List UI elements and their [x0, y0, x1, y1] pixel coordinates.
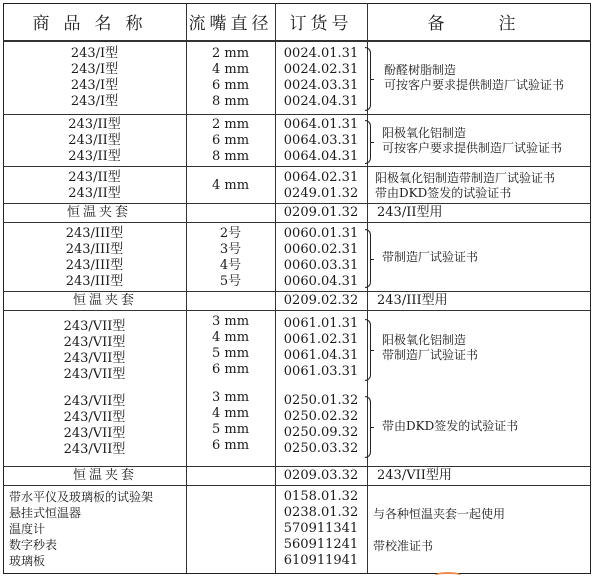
order-number: 0209.01.32: [283, 205, 359, 220]
brace-bracket: [365, 396, 371, 458]
product-name: 带水平仪及玻璃板的试验架: [9, 490, 154, 504]
product-name: 243/II型: [68, 117, 121, 132]
order-number: 0024.04.31: [283, 94, 359, 109]
product-name: 243/VII型: [63, 442, 126, 457]
remark-text: 带由DKD签发的试验证书: [382, 418, 519, 433]
group-2-remark: [382, 116, 589, 166]
order-number: 0061.03.31: [283, 364, 359, 379]
nozzle-diameter: 3 mm: [211, 314, 250, 329]
product-name: 243/I型: [70, 46, 119, 61]
group-7-orders: [275, 314, 367, 382]
brace-bracket: [365, 229, 371, 288]
order-number: 0064.04.31: [283, 149, 359, 164]
order-number: 0064.03.31: [283, 133, 359, 148]
product-name: 243/III型: [65, 225, 124, 241]
header-order-no: 订货号: [289, 14, 353, 34]
order-number: 0158.01.32: [283, 489, 359, 504]
product-name: 243/I型: [70, 62, 119, 77]
product-name: 恒温夹套: [67, 205, 132, 220]
remark-text: 243/II型用: [377, 205, 443, 220]
group-7-products: [3, 317, 186, 385]
product-name: 243/II型: [68, 149, 121, 164]
group-4-products: [67, 204, 186, 222]
product-name: 悬挂式恒温器: [9, 506, 82, 520]
product-name: 243/VII型: [63, 351, 126, 366]
remark-text: 阳极氧化铝制造: [382, 333, 467, 347]
row-divider: [3, 485, 591, 486]
nozzle-size: 4号: [219, 257, 242, 273]
group-9-products: [73, 467, 186, 485]
product-name: 243/VII型: [63, 335, 126, 350]
order-number: 0250.01.32: [283, 393, 359, 408]
product-name: 243/VII型: [63, 410, 126, 425]
product-name: 243/I型: [70, 94, 119, 109]
order-number: 0249.01.32: [283, 185, 359, 201]
product-name: 243/VII型: [63, 367, 126, 382]
row-divider: [3, 166, 591, 167]
nozzle-diameter: 5 mm: [211, 422, 250, 437]
row-divider: [3, 222, 591, 223]
order-number: 0209.02.32: [283, 293, 359, 308]
group-6-orders: [275, 292, 367, 310]
remark-text: 与各种恒温夹套一起使用: [373, 506, 506, 521]
row-divider: [3, 310, 591, 311]
order-number: 0250.09.32: [283, 425, 359, 440]
row-divider: [3, 40, 591, 42]
order-number: 570911341: [283, 521, 359, 536]
remark-text: 243/VII型用: [377, 468, 452, 483]
remark-text: 阳极氧化铝制造: [382, 126, 467, 140]
product-name: 243/VII型: [63, 426, 126, 441]
group-1-products: [3, 43, 186, 113]
product-name: 恒温夹套: [73, 468, 138, 483]
remark-text: 243/III型用: [377, 293, 448, 308]
product-name: 243/VII型: [63, 319, 126, 334]
group-4-remark: [377, 204, 589, 222]
nozzle-diameter: 6 mm: [211, 438, 250, 453]
group-9-remark: [377, 467, 589, 485]
product-name: 玻璃板: [9, 554, 46, 568]
group-5-diameters: [186, 224, 275, 291]
product-name: 温度计: [9, 522, 46, 536]
remark-text: 可按客户要求提供制造厂试验证书: [382, 141, 563, 155]
nozzle-diameter: 3 mm: [211, 390, 250, 405]
nozzle-diameter: 5 mm: [211, 346, 250, 361]
group-5-orders: [275, 224, 367, 291]
nozzle-diameter: 6 mm: [211, 362, 250, 377]
group-4-orders: [275, 204, 367, 222]
group-8-orders: [275, 391, 367, 459]
header-product-name: 商品名称: [32, 14, 157, 34]
group-6-products: [73, 292, 186, 310]
nozzle-diameter: 4 mm: [211, 177, 250, 193]
order-number: 0060.02.31: [283, 241, 359, 257]
brace-bracket: [365, 319, 371, 381]
group-1-diameters: [186, 43, 275, 113]
product-name: 恒温夹套: [73, 293, 138, 308]
order-number: 0024.03.31: [283, 78, 359, 93]
product-name: 243/III型: [65, 241, 124, 257]
order-number: 0209.03.32: [283, 468, 359, 483]
group-10-orders: [275, 488, 367, 570]
group-5-remark: [382, 224, 589, 291]
nozzle-diameter: 8 mm: [211, 149, 250, 164]
order-number: 0061.02.31: [283, 332, 359, 347]
nozzle-diameter: 4 mm: [211, 62, 250, 77]
nozzle-diameter: 2 mm: [211, 46, 250, 61]
order-number: 560911241: [283, 537, 359, 552]
group-3-remark: [375, 168, 589, 203]
order-number: 0061.01.31: [283, 316, 359, 331]
nozzle-diameter: 2 mm: [211, 117, 250, 132]
nozzle-diameter: 6 mm: [211, 133, 250, 148]
group-10-remark-1: [373, 506, 589, 522]
product-name: 243/VII型: [63, 394, 126, 409]
brace-bracket: [365, 47, 371, 111]
group-7-remark: [382, 315, 589, 381]
group-10-remark-2: [373, 538, 589, 554]
product-name: 243/II型: [68, 133, 121, 148]
order-number: 0060.04.31: [283, 273, 359, 289]
group-5-products: [3, 224, 186, 291]
product-name: 243/I型: [70, 78, 119, 93]
nozzle-diameter: 6 mm: [211, 78, 250, 93]
nozzle-size: 3号: [219, 241, 242, 257]
order-number: 0064.01.31: [283, 117, 359, 132]
order-number: 0060.03.31: [283, 257, 359, 273]
group-1-orders: [275, 43, 367, 113]
group-9-orders: [275, 467, 367, 485]
order-number: 0060.01.31: [283, 225, 359, 241]
group-2-products: [3, 116, 186, 166]
group-6-remark: [377, 292, 589, 310]
nozzle-size: 5号: [219, 273, 242, 289]
group-8-products: [3, 392, 186, 460]
header-nozzle-diameter: 流嘴直径: [188, 14, 273, 34]
product-name: 243/III型: [65, 257, 124, 273]
group-3-products: [3, 168, 186, 203]
row-divider: [3, 114, 591, 115]
product-name: 243/III型: [65, 273, 124, 289]
group-1-remark: [384, 43, 589, 113]
catalog-table: [3, 3, 591, 574]
product-name: 数字秒表: [9, 538, 58, 552]
header-remark: 备注: [427, 14, 570, 34]
remark-text: 带制造厂试验证书: [382, 250, 479, 264]
remark-text: 阳极氧化铝制造带制造厂试验证书: [375, 170, 556, 185]
group-7-diameters: [186, 312, 275, 380]
remark-text: 带制造厂试验证书: [382, 348, 479, 362]
group-2-orders: [275, 116, 367, 166]
nozzle-diameter: 4 mm: [211, 330, 250, 345]
product-name: 243/II型: [68, 169, 121, 185]
nozzle-diameter: 8 mm: [211, 94, 250, 109]
order-number: 0238.01.32: [283, 505, 359, 520]
remark-text: 可按客户要求提供制造厂试验证书: [384, 78, 565, 92]
group-3-diameters: [186, 168, 275, 203]
group-2-diameters: [186, 116, 275, 166]
group-8-diameters: [186, 388, 275, 456]
product-name: 243/II型: [68, 185, 121, 201]
nozzle-diameter: 4 mm: [211, 406, 250, 421]
group-10-products: [9, 488, 186, 570]
group-3-orders: [275, 168, 367, 203]
order-number: 0024.02.31: [283, 62, 359, 77]
order-number: 0250.02.32: [283, 409, 359, 424]
order-number: 0250.03.32: [283, 441, 359, 456]
brace-bracket: [365, 120, 371, 164]
group-8-remark: [382, 393, 589, 459]
nozzle-size: 2号: [219, 225, 242, 241]
order-number: 610911941: [283, 553, 359, 568]
remark-text: 带由DKD签发的试验证书: [375, 185, 512, 200]
order-number: 0064.02.31: [283, 169, 359, 185]
order-number: 0024.01.31: [283, 46, 359, 61]
order-number: 0061.04.31: [283, 348, 359, 363]
remark-text: 带校准证书: [373, 538, 434, 553]
remark-text: 酚醛树脂制造: [384, 63, 457, 77]
